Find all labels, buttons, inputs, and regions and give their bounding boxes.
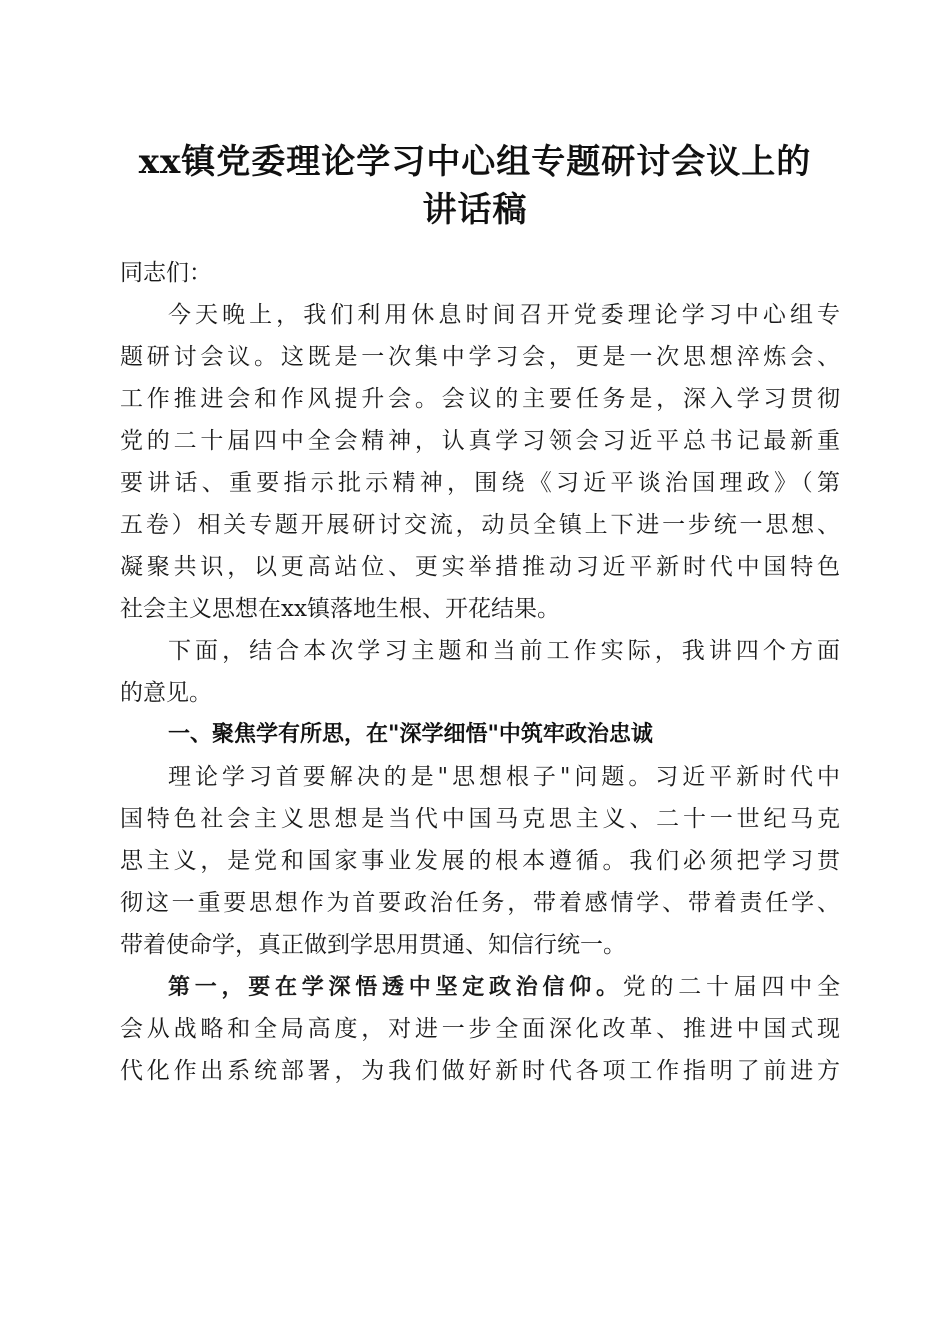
document-body	[120, 252, 840, 1092]
title-line-2: 讲话稿	[422, 190, 528, 230]
paragraph-line: 的意见。	[120, 680, 212, 706]
paragraph-line: 社会主义思想在xx镇落地生根、开花结果。	[120, 596, 560, 622]
paragraph-line: 思主义，是党和国家事业发展的根本遵循。我们必须把学习贯	[120, 848, 840, 874]
salutation-text: 同志们：	[120, 260, 212, 286]
paragraph-line: 今天晚上，我们利用休息时间召开党委理论学习中心组专	[168, 302, 840, 328]
point-one-first-line-rest: 党的二十届四中全	[622, 974, 840, 1000]
paragraph-line: 五卷）相关专题开展研讨交流，动员全镇上下进一步统一思想、	[120, 512, 840, 538]
paragraph-overview	[120, 630, 840, 714]
paragraph-line: 理论学习首要解决的是"思想根子"问题。习近平新时代中	[168, 764, 840, 790]
document-title	[100, 138, 850, 234]
paragraph-line: 党的二十届四中全会精神，认真学习领会习近平总书记最新重	[120, 428, 840, 454]
paragraph-line: 彻这一重要思想作为首要政治任务，带着感情学、带着责任学、	[120, 890, 840, 916]
point-one-lead: 第一，要在学深悟透中坚定政治信仰。	[168, 975, 623, 1000]
paragraph-line-first	[120, 966, 840, 1008]
paragraph-section-1	[120, 756, 840, 966]
paragraph-line: 凝聚共识，以更高站位、更实举措推动习近平新时代中国特色	[120, 554, 840, 580]
paragraph-line: 带着使命学，真正做到学思用贯通、知信行统一。	[120, 932, 626, 958]
paragraph-intro	[120, 294, 840, 630]
paragraph-line: 要讲话、重要指示批示精神，围绕《习近平谈治国理政》（第	[120, 470, 840, 496]
paragraph-line: 下面，结合本次学习主题和当前工作实际，我讲四个方面	[168, 638, 840, 664]
salutation	[120, 252, 840, 294]
section-heading-1: 一、聚焦学有所思，在"深学细悟"中筑牢政治忠诚	[168, 722, 653, 747]
paragraph-line: 代化作出系统部署，为我们做好新时代各项工作指明了前进方	[120, 1058, 840, 1084]
title-line-1: xx镇党委理论学习中心组专题研讨会议上的	[138, 142, 812, 182]
paragraph-point-one	[120, 966, 840, 1092]
paragraph-line: 题研讨会议。这既是一次集中学习会，更是一次思想淬炼会、	[120, 344, 840, 370]
paragraph-line: 国特色社会主义思想是当代中国马克思主义、二十一世纪马克	[120, 806, 840, 832]
paragraph-line: 工作推进会和作风提升会。会议的主要任务是，深入学习贯彻	[120, 386, 840, 412]
paragraph-line: 会从战略和全局高度，对进一步全面深化改革、推进中国式现	[120, 1016, 840, 1042]
